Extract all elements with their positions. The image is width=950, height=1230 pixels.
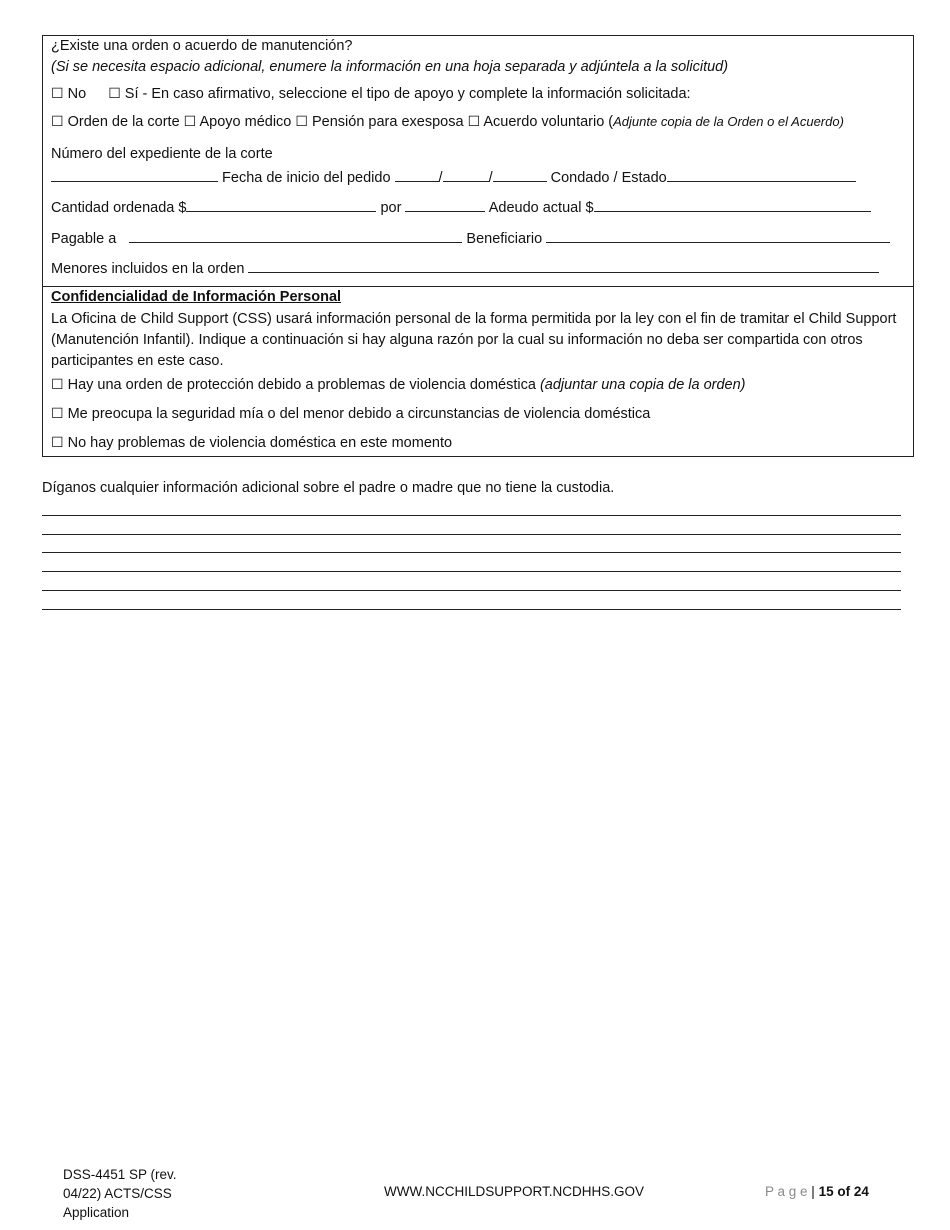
payable-label: Pagable a xyxy=(51,231,117,247)
support-order-section xyxy=(42,35,914,287)
safety-concern-checkbox[interactable]: ☐ xyxy=(51,406,64,422)
voluntary-agreement-note: Adjunte copia de la Orden o el Acuerdo) xyxy=(613,114,844,129)
page-number xyxy=(765,1184,869,1199)
medical-support-label: Apoyo médico xyxy=(199,114,292,130)
beneficiary-label: Beneficiario xyxy=(466,231,543,247)
no-dv-label: No hay problemas de violencia doméstica en este momento xyxy=(67,435,453,451)
form-id xyxy=(63,1165,177,1222)
confidentiality-title: Confidencialidad de Información Personal xyxy=(51,289,342,305)
protection-order-note: (adjuntar una copia de la orden) xyxy=(539,377,746,393)
amount-field[interactable] xyxy=(186,197,376,212)
confidentiality-section xyxy=(42,286,914,457)
amount-row xyxy=(51,197,871,216)
court-order-label: Orden de la corte xyxy=(67,114,180,130)
additional-info-prompt: Díganos cualquier información adicional sobre el padre o madre que no tiene la custodia. xyxy=(42,480,615,496)
payable-row xyxy=(51,228,890,247)
start-date-year-field[interactable] xyxy=(493,167,547,182)
protection-order-checkbox[interactable]: ☐ xyxy=(51,377,64,393)
case-number-label: Número del expediente de la corte xyxy=(51,146,273,162)
court-order-checkbox[interactable]: ☐ xyxy=(51,114,64,130)
medical-support-checkbox[interactable]: ☐ xyxy=(183,114,197,130)
form-id-line: DSS-4451 SP (rev. xyxy=(63,1167,177,1182)
alimony-label: Pensión para exesposa xyxy=(311,114,464,130)
additional-info-line[interactable] xyxy=(42,590,901,591)
voluntary-agreement-checkbox[interactable]: ☐ xyxy=(467,114,481,130)
yes-label: Sí - En caso afirmativo, seleccione el tipo de apoyo y complete la información solicitada: xyxy=(124,86,691,102)
case-date-county-row xyxy=(51,167,856,186)
county-state-label: Condado / Estado xyxy=(550,170,667,186)
order-exists-row xyxy=(51,86,691,102)
county-state-field[interactable] xyxy=(667,167,856,182)
support-order-question: ¿Existe una orden o acuerdo de manutención? xyxy=(51,38,353,54)
no-label: No xyxy=(67,86,87,102)
arrears-field[interactable] xyxy=(594,197,871,212)
confidentiality-body: La Oficina de Child Support (CSS) usará información personal de la forma permitida por la ley con el fin de tramitar el Child Support (Manutención Infantil). Indique a continuación si hay alguna razón por la cual su información no deba ser compartida con otros participantes en este caso. xyxy=(51,311,897,369)
no-checkbox[interactable]: ☐ xyxy=(51,86,64,102)
additional-info-line[interactable] xyxy=(42,609,901,610)
support-type-row xyxy=(51,114,844,130)
start-date-day-field[interactable] xyxy=(443,167,489,182)
dv-option-none xyxy=(51,435,452,451)
voluntary-agreement-label: Acuerdo voluntario ( xyxy=(483,114,614,130)
form-id-line: 04/22) ACTS/CSS xyxy=(63,1186,172,1201)
support-order-note: (Si se necesita espacio adicional, enumere la información en una hoja separada y adjúntela a la solicitud) xyxy=(51,59,729,75)
page-word: P a g e xyxy=(765,1184,808,1199)
dv-option-protection-order xyxy=(51,377,746,393)
per-label: por xyxy=(380,200,402,216)
payable-field[interactable] xyxy=(129,228,462,243)
minors-field[interactable] xyxy=(248,258,879,273)
additional-info-line[interactable] xyxy=(42,534,901,535)
no-dv-checkbox[interactable]: ☐ xyxy=(51,435,64,451)
dv-option-safety-concern xyxy=(51,406,650,422)
footer-website: WWW.NCCHILDSUPPORT.NCDHHS.GOV xyxy=(384,1184,645,1199)
additional-info-line[interactable] xyxy=(42,552,901,553)
alimony-checkbox[interactable]: ☐ xyxy=(295,114,308,130)
frequency-field[interactable] xyxy=(405,197,485,212)
case-number-field[interactable] xyxy=(51,167,218,182)
minors-row xyxy=(51,258,879,277)
arrears-label: Adeudo actual $ xyxy=(488,200,594,216)
beneficiary-field[interactable] xyxy=(546,228,890,243)
protection-order-label: Hay una orden de protección debido a problemas de violencia doméstica xyxy=(67,377,540,393)
date-separator: / xyxy=(438,170,443,186)
form-id-line: Application xyxy=(63,1205,130,1220)
safety-concern-label: Me preocupa la seguridad mía o del menor debido a circunstancias de violencia doméstica xyxy=(67,406,651,422)
additional-info-line[interactable] xyxy=(42,515,901,516)
date-separator: / xyxy=(488,170,493,186)
page-separator: | xyxy=(807,1184,819,1199)
minors-label: Menores incluidos en la orden xyxy=(51,261,245,277)
yes-checkbox[interactable]: ☐ xyxy=(108,86,121,102)
page-count: 15 of 24 xyxy=(818,1184,869,1199)
additional-info-line[interactable] xyxy=(42,571,901,572)
amount-label: Cantidad ordenada $ xyxy=(51,200,187,216)
start-date-month-field[interactable] xyxy=(395,167,439,182)
start-date-label: Fecha de inicio del pedido xyxy=(222,170,391,186)
